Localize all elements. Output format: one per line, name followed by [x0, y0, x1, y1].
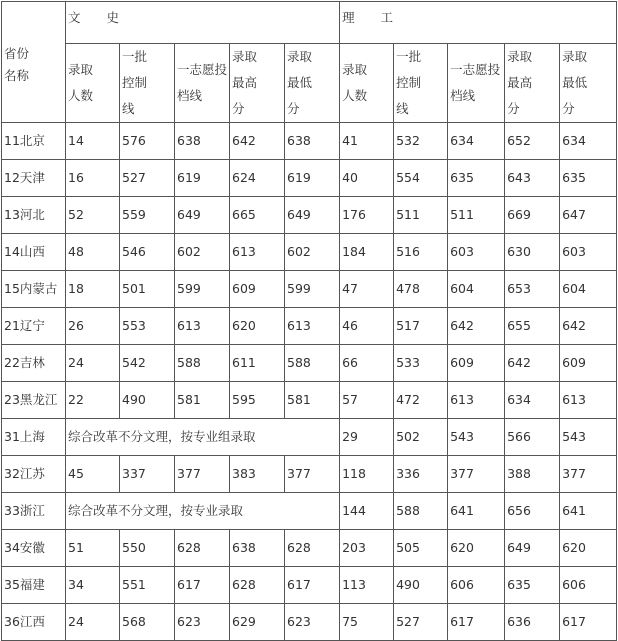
- wenshi-value-cell: 599: [175, 271, 230, 308]
- wenshi-value-cell: 490: [120, 382, 175, 419]
- table-row: [2, 604, 617, 641]
- ligong-value-cell: 184: [340, 234, 394, 271]
- wenshi-value-cell: 609: [230, 271, 285, 308]
- wenshi-value-cell: 619: [175, 160, 230, 197]
- province-name-cell: 11北京: [2, 123, 66, 160]
- ligong-value-cell: 588: [394, 493, 448, 530]
- wenshi-value-cell: 649: [175, 197, 230, 234]
- ligong-value-cell: 669: [505, 197, 560, 234]
- col-header-wenshi-min-score: [285, 44, 340, 123]
- wenshi-value-cell: 602: [285, 234, 340, 271]
- group-label-ligong: 理 工: [342, 10, 405, 25]
- table-row: [2, 382, 617, 419]
- wenshi-value-cell: 629: [230, 604, 285, 641]
- wenshi-value-cell: 24: [66, 604, 120, 641]
- wenshi-value-cell: 527: [120, 160, 175, 197]
- table-row: [2, 456, 617, 493]
- column-header-text: 一志愿投档线: [450, 62, 501, 103]
- ligong-value-cell: 41: [340, 123, 394, 160]
- wenshi-note-cell: 综合改革不分文理，按专业录取: [66, 493, 340, 530]
- wenshi-value-cell: 26: [66, 308, 120, 345]
- ligong-value-cell: 655: [505, 308, 560, 345]
- table-row: [2, 530, 617, 567]
- wenshi-value-cell: 501: [120, 271, 175, 308]
- ligong-value-cell: 642: [560, 308, 617, 345]
- province-name-cell: 35福建: [2, 567, 66, 604]
- wenshi-value-cell: 620: [230, 308, 285, 345]
- wenshi-value-cell: 551: [120, 567, 175, 604]
- column-header-text: 一志愿投档线: [177, 62, 228, 103]
- wenshi-value-cell: 576: [120, 123, 175, 160]
- ligong-value-cell: 647: [560, 197, 617, 234]
- wenshi-value-cell: 337: [120, 456, 175, 493]
- wenshi-value-cell: 611: [230, 345, 285, 382]
- ligong-value-cell: 478: [394, 271, 448, 308]
- ligong-value-cell: 75: [340, 604, 394, 641]
- wenshi-value-cell: 546: [120, 234, 175, 271]
- ligong-value-cell: 554: [394, 160, 448, 197]
- column-header-text: 录取最高分: [507, 49, 533, 116]
- wenshi-value-cell: 638: [230, 530, 285, 567]
- wenshi-value-cell: 24: [66, 345, 120, 382]
- wenshi-value-cell: 613: [230, 234, 285, 271]
- ligong-value-cell: 517: [394, 308, 448, 345]
- column-header-row: [2, 44, 617, 123]
- ligong-value-cell: 40: [340, 160, 394, 197]
- col-header-wenshi-first-choice-line: [175, 44, 230, 123]
- ligong-value-cell: 635: [448, 160, 505, 197]
- column-header-text: 一批控制线: [122, 49, 148, 116]
- province-name-header-text: 省份名称: [4, 45, 30, 83]
- ligong-value-cell: 603: [448, 234, 505, 271]
- ligong-value-cell: 511: [394, 197, 448, 234]
- province-name-header: [2, 2, 66, 123]
- wenshi-value-cell: 613: [285, 308, 340, 345]
- ligong-value-cell: 613: [448, 382, 505, 419]
- col-header-ligong-enroll-count: [340, 44, 394, 123]
- table-row: [2, 160, 617, 197]
- wenshi-value-cell: 617: [175, 567, 230, 604]
- column-header-text: 录取最高分: [232, 49, 258, 116]
- table-row: [2, 419, 617, 456]
- ligong-value-cell: 652: [505, 123, 560, 160]
- wenshi-value-cell: 553: [120, 308, 175, 345]
- wenshi-value-cell: 599: [285, 271, 340, 308]
- wenshi-value-cell: 34: [66, 567, 120, 604]
- ligong-value-cell: 57: [340, 382, 394, 419]
- province-name-cell: 34安徽: [2, 530, 66, 567]
- wenshi-value-cell: 624: [230, 160, 285, 197]
- ligong-value-cell: 653: [505, 271, 560, 308]
- wenshi-value-cell: 588: [175, 345, 230, 382]
- table-row: [2, 567, 617, 604]
- wenshi-value-cell: 581: [175, 382, 230, 419]
- ligong-value-cell: 472: [394, 382, 448, 419]
- table-row: [2, 308, 617, 345]
- col-header-wenshi-control-line: [120, 44, 175, 123]
- wenshi-value-cell: 51: [66, 530, 120, 567]
- ligong-value-cell: 609: [560, 345, 617, 382]
- ligong-value-cell: 606: [448, 567, 505, 604]
- ligong-value-cell: 642: [505, 345, 560, 382]
- table-row: [2, 271, 617, 308]
- wenshi-value-cell: 617: [285, 567, 340, 604]
- province-name-cell: 33浙江: [2, 493, 66, 530]
- table-row: [2, 234, 617, 271]
- wenshi-value-cell: 623: [175, 604, 230, 641]
- ligong-value-cell: 643: [505, 160, 560, 197]
- ligong-value-cell: 47: [340, 271, 394, 308]
- group-header-ligong: [340, 2, 617, 44]
- ligong-value-cell: 620: [448, 530, 505, 567]
- ligong-value-cell: 336: [394, 456, 448, 493]
- wenshi-value-cell: 595: [230, 382, 285, 419]
- wenshi-value-cell: 52: [66, 197, 120, 234]
- wenshi-value-cell: 588: [285, 345, 340, 382]
- ligong-value-cell: 609: [448, 345, 505, 382]
- ligong-value-cell: 203: [340, 530, 394, 567]
- table-row: [2, 493, 617, 530]
- admission-scores-table: [1, 1, 617, 641]
- wenshi-value-cell: 568: [120, 604, 175, 641]
- ligong-value-cell: 543: [448, 419, 505, 456]
- province-name-cell: 13河北: [2, 197, 66, 234]
- province-name-cell: 21辽宁: [2, 308, 66, 345]
- wenshi-value-cell: 48: [66, 234, 120, 271]
- province-name-cell: 14山西: [2, 234, 66, 271]
- ligong-value-cell: 649: [505, 530, 560, 567]
- ligong-value-cell: 377: [448, 456, 505, 493]
- ligong-value-cell: 634: [505, 382, 560, 419]
- ligong-value-cell: 641: [560, 493, 617, 530]
- wenshi-value-cell: 602: [175, 234, 230, 271]
- wenshi-value-cell: 22: [66, 382, 120, 419]
- group-label-wenshi: 文 史: [68, 10, 130, 25]
- wenshi-value-cell: 623: [285, 604, 340, 641]
- ligong-value-cell: 516: [394, 234, 448, 271]
- ligong-value-cell: 118: [340, 456, 394, 493]
- column-header-text: 录取最低分: [562, 49, 588, 116]
- wenshi-value-cell: 542: [120, 345, 175, 382]
- column-header-text: 录取最低分: [287, 49, 313, 116]
- table-body: [2, 2, 617, 641]
- wenshi-value-cell: 550: [120, 530, 175, 567]
- wenshi-value-cell: 613: [175, 308, 230, 345]
- wenshi-value-cell: 628: [285, 530, 340, 567]
- group-header-wenshi: [66, 2, 340, 44]
- province-name-cell: 12天津: [2, 160, 66, 197]
- wenshi-value-cell: 628: [230, 567, 285, 604]
- group-header-row: [2, 2, 617, 44]
- col-header-wenshi-max-score: [230, 44, 285, 123]
- province-name-cell: 23黑龙江: [2, 382, 66, 419]
- col-header-wenshi-enroll-count: [66, 44, 120, 123]
- ligong-value-cell: 505: [394, 530, 448, 567]
- ligong-value-cell: 511: [448, 197, 505, 234]
- table-row: [2, 345, 617, 382]
- ligong-value-cell: 634: [560, 123, 617, 160]
- ligong-value-cell: 532: [394, 123, 448, 160]
- ligong-value-cell: 620: [560, 530, 617, 567]
- column-header-text: 一批控制线: [396, 49, 422, 116]
- wenshi-value-cell: 383: [230, 456, 285, 493]
- province-name-cell: 15内蒙古: [2, 271, 66, 308]
- ligong-value-cell: 634: [448, 123, 505, 160]
- table-row: [2, 123, 617, 160]
- ligong-value-cell: 604: [560, 271, 617, 308]
- ligong-value-cell: 604: [448, 271, 505, 308]
- wenshi-value-cell: 377: [175, 456, 230, 493]
- column-header-text: 录取人数: [342, 62, 368, 103]
- ligong-value-cell: 46: [340, 308, 394, 345]
- wenshi-value-cell: 665: [230, 197, 285, 234]
- ligong-value-cell: 502: [394, 419, 448, 456]
- ligong-value-cell: 29: [340, 419, 394, 456]
- wenshi-value-cell: 14: [66, 123, 120, 160]
- wenshi-value-cell: 619: [285, 160, 340, 197]
- ligong-value-cell: 635: [505, 567, 560, 604]
- province-name-cell: 31上海: [2, 419, 66, 456]
- ligong-value-cell: 642: [448, 308, 505, 345]
- ligong-value-cell: 603: [560, 234, 617, 271]
- ligong-value-cell: 656: [505, 493, 560, 530]
- ligong-value-cell: 66: [340, 345, 394, 382]
- wenshi-value-cell: 638: [285, 123, 340, 160]
- ligong-value-cell: 606: [560, 567, 617, 604]
- wenshi-value-cell: 18: [66, 271, 120, 308]
- wenshi-value-cell: 559: [120, 197, 175, 234]
- ligong-value-cell: 543: [560, 419, 617, 456]
- wenshi-value-cell: 649: [285, 197, 340, 234]
- wenshi-value-cell: 377: [285, 456, 340, 493]
- ligong-value-cell: 527: [394, 604, 448, 641]
- col-header-ligong-first-choice-line: [448, 44, 505, 123]
- wenshi-note-cell: 综合改革不分文理，按专业组录取: [66, 419, 340, 456]
- wenshi-value-cell: 581: [285, 382, 340, 419]
- wenshi-value-cell: 628: [175, 530, 230, 567]
- ligong-value-cell: 566: [505, 419, 560, 456]
- province-name-cell: 36江西: [2, 604, 66, 641]
- province-name-cell: 32江苏: [2, 456, 66, 493]
- ligong-value-cell: 617: [560, 604, 617, 641]
- wenshi-value-cell: 638: [175, 123, 230, 160]
- column-header-text: 录取人数: [68, 62, 94, 103]
- ligong-value-cell: 388: [505, 456, 560, 493]
- ligong-value-cell: 377: [560, 456, 617, 493]
- ligong-value-cell: 490: [394, 567, 448, 604]
- wenshi-value-cell: 642: [230, 123, 285, 160]
- ligong-value-cell: 641: [448, 493, 505, 530]
- ligong-value-cell: 176: [340, 197, 394, 234]
- table-row: [2, 197, 617, 234]
- ligong-value-cell: 617: [448, 604, 505, 641]
- col-header-ligong-max-score: [505, 44, 560, 123]
- wenshi-value-cell: 45: [66, 456, 120, 493]
- col-header-ligong-control-line: [394, 44, 448, 123]
- wenshi-value-cell: 16: [66, 160, 120, 197]
- ligong-value-cell: 636: [505, 604, 560, 641]
- ligong-value-cell: 613: [560, 382, 617, 419]
- ligong-value-cell: 533: [394, 345, 448, 382]
- province-name-cell: 22吉林: [2, 345, 66, 382]
- col-header-ligong-min-score: [560, 44, 617, 123]
- ligong-value-cell: 635: [560, 160, 617, 197]
- ligong-value-cell: 630: [505, 234, 560, 271]
- ligong-value-cell: 144: [340, 493, 394, 530]
- ligong-value-cell: 113: [340, 567, 394, 604]
